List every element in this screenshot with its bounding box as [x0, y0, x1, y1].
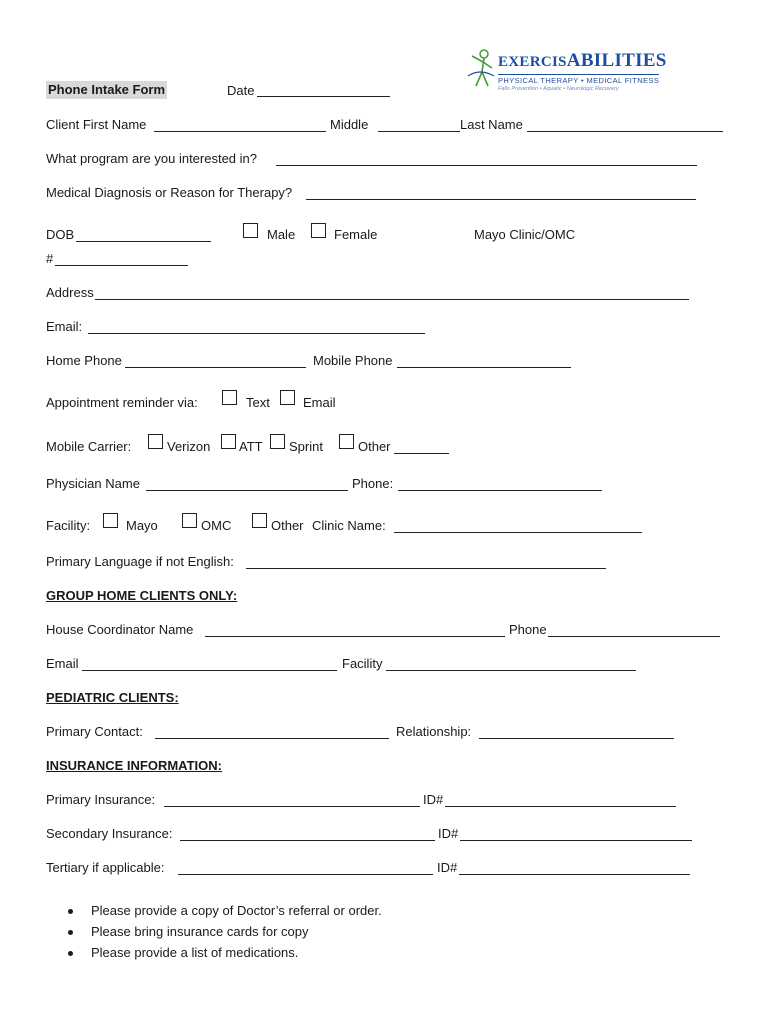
- program-label: What program are you interested in?: [46, 151, 257, 166]
- last-name-label: Last Name: [460, 117, 523, 132]
- reminder-text-label: Text: [246, 395, 270, 410]
- physician-phone-label: Phone:: [352, 476, 394, 491]
- group-phone-field[interactable]: [548, 636, 720, 637]
- primary-insurance-field[interactable]: [164, 806, 420, 807]
- language-field[interactable]: [246, 568, 606, 569]
- pediatric-heading: PEDIATRIC CLIENTS:: [46, 690, 179, 705]
- group-facility-label: Facility: [342, 656, 383, 671]
- secondary-id-label: ID#: [438, 826, 459, 841]
- reminder-email-label: Email: [303, 395, 336, 410]
- home-phone-field[interactable]: [125, 367, 306, 368]
- note-item: Please provide a copy of Doctor’s referral or order.: [91, 903, 382, 918]
- mayo-omc-number-field[interactable]: [55, 265, 188, 266]
- clinic-name-field[interactable]: [394, 532, 642, 533]
- facility-other-label: Other: [271, 518, 304, 533]
- insurance-heading: INSURANCE INFORMATION:: [46, 758, 222, 773]
- primary-id-label: ID#: [423, 792, 444, 807]
- company-logo: [462, 46, 684, 94]
- logo-subline: Falls Prevention • Aquatic • Neurologic Recovery: [498, 86, 619, 92]
- facility-mayo-label: Mayo: [126, 518, 158, 533]
- carrier-label: Mobile Carrier:: [46, 439, 132, 454]
- facility-omc-checkbox[interactable]: [182, 513, 197, 528]
- mayo-omc-label: Mayo Clinic/OMC: [474, 227, 576, 242]
- primary-insurance-label: Primary Insurance:: [46, 792, 156, 807]
- mobile-phone-field[interactable]: [397, 367, 571, 368]
- bullet-icon: [68, 951, 73, 956]
- secondary-id-field[interactable]: [460, 840, 692, 841]
- address-field[interactable]: [95, 299, 689, 300]
- first-name-label: Client First Name: [46, 117, 147, 132]
- middle-name-field[interactable]: [378, 131, 460, 132]
- group-facility-field[interactable]: [386, 670, 636, 671]
- home-phone-label: Home Phone: [46, 353, 122, 368]
- mayo-omc-number-label: #: [46, 251, 54, 266]
- date-field[interactable]: [257, 96, 390, 97]
- program-field[interactable]: [276, 165, 697, 166]
- carrier-other-field[interactable]: [394, 453, 449, 454]
- female-label: Female: [334, 227, 378, 242]
- male-checkbox[interactable]: [243, 223, 258, 238]
- carrier-verizon-label: Verizon: [167, 439, 211, 454]
- diagnosis-label: Medical Diagnosis or Reason for Therapy?: [46, 185, 293, 200]
- carrier-other-checkbox[interactable]: [339, 434, 354, 449]
- figure-logo-icon: [462, 46, 498, 94]
- bullet-icon: [68, 930, 73, 935]
- male-label: Male: [267, 227, 296, 242]
- group-phone-label: Phone: [509, 622, 547, 637]
- facility-label: Facility:: [46, 518, 91, 533]
- group-email-label: Email: [46, 656, 79, 671]
- female-checkbox[interactable]: [311, 223, 326, 238]
- diagnosis-field[interactable]: [306, 199, 696, 200]
- group-email-field[interactable]: [82, 670, 337, 671]
- address-label: Address: [46, 285, 94, 300]
- email-label: Email:: [46, 319, 83, 334]
- form-title: Phone Intake Form: [48, 82, 166, 97]
- reminder-text-checkbox[interactable]: [222, 390, 237, 405]
- dob-field[interactable]: [76, 241, 211, 242]
- secondary-insurance-label: Secondary Insurance:: [46, 826, 173, 841]
- first-name-field[interactable]: [154, 131, 326, 132]
- tertiary-id-label: ID#: [437, 860, 458, 875]
- facility-mayo-checkbox[interactable]: [103, 513, 118, 528]
- last-name-field[interactable]: [527, 131, 723, 132]
- facility-omc-label: OMC: [201, 518, 232, 533]
- reminder-label: Appointment reminder via:: [46, 395, 198, 410]
- carrier-sprint-label: Sprint: [289, 439, 323, 454]
- physician-phone-field[interactable]: [398, 490, 602, 491]
- clinic-name-label: Clinic Name:: [312, 518, 386, 533]
- dob-label: DOB: [46, 227, 75, 242]
- reminder-email-checkbox[interactable]: [280, 390, 295, 405]
- primary-id-field[interactable]: [445, 806, 676, 807]
- date-label: Date: [227, 83, 255, 98]
- tertiary-insurance-label: Tertiary if applicable:: [46, 860, 165, 875]
- tertiary-insurance-field[interactable]: [178, 874, 433, 875]
- note-item: Please provide a list of medications.: [91, 945, 299, 960]
- carrier-other-label: Other: [358, 439, 391, 454]
- coordinator-label: House Coordinator Name: [46, 622, 194, 637]
- coordinator-field[interactable]: [205, 636, 505, 637]
- physician-label: Physician Name: [46, 476, 140, 491]
- secondary-insurance-field[interactable]: [180, 840, 435, 841]
- relationship-field[interactable]: [479, 738, 674, 739]
- logo-wordmark: EXERCISABILITIES: [498, 50, 667, 71]
- physician-field[interactable]: [146, 490, 348, 491]
- group-home-heading: GROUP HOME CLIENTS ONLY:: [46, 588, 238, 603]
- language-label: Primary Language if not English:: [46, 554, 234, 569]
- carrier-att-label: ATT: [239, 439, 263, 454]
- primary-contact-label: Primary Contact:: [46, 724, 143, 739]
- note-item: Please bring insurance cards for copy: [91, 924, 309, 939]
- primary-contact-field[interactable]: [155, 738, 389, 739]
- tertiary-id-field[interactable]: [459, 874, 690, 875]
- carrier-sprint-checkbox[interactable]: [270, 434, 285, 449]
- middle-name-label: Middle: [330, 117, 369, 132]
- bullet-icon: [68, 909, 73, 914]
- mobile-phone-label: Mobile Phone: [313, 353, 393, 368]
- facility-other-checkbox[interactable]: [252, 513, 267, 528]
- email-field[interactable]: [88, 333, 425, 334]
- relationship-label: Relationship:: [396, 724, 472, 739]
- logo-tagline: PHYSICAL THERAPY • MEDICAL FITNESS: [498, 76, 660, 85]
- carrier-att-checkbox[interactable]: [221, 434, 236, 449]
- carrier-verizon-checkbox[interactable]: [148, 434, 163, 449]
